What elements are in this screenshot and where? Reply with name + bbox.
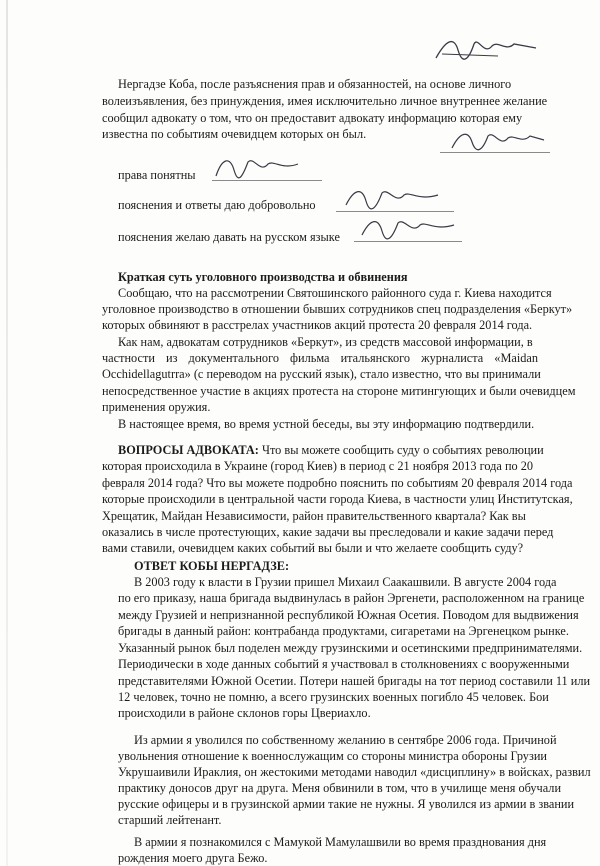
questions-line: которые происходили в центральной части города Киева, в частности улиц Институтская, [102,492,573,506]
answer-line: между Грузией и непризнанной республикой Южная Осетия. Поводом для выдвижения [118,608,579,622]
summary-line: которых обвиняют в расстрелах участников акций протеста 20 февраля 2014 года. [102,318,533,332]
signature-underline [212,180,322,181]
answer-line: В армии я познакомился с Мамукой Мамулашвили во время празднования дня [134,835,547,849]
answer-line: бригады в данный район: контрабанда продуктами, сигаретами на Эргенецком рынке. [118,624,569,638]
signature-underline [336,211,454,212]
answer-line: по его приказу, наша бригада выдвинулась в район Эргенети, расположенном на границе [118,591,585,605]
questions-line: оказались в числе протестующих, какие задачи вы преследовали и какие задачи перед [102,525,554,539]
intro-line: сообщил адвокату о том, что он предоставит адвокату информацию которая ему [102,111,523,125]
answer-heading: ОТВЕТ КОБЫ НЕРГАДЗЕ: [134,559,290,573]
consent-russian-language: пояснения желаю давать на русском языке [118,230,340,244]
summary-line: Сообщаю, что на рассмотрении Святошинского районного суда г. Киева находится [118,286,552,300]
answer-line: 12 человек, точно не помню, а всего грузинских военных погибло 45 человек. Бои [118,690,549,704]
answer-line: Периодически в ходе данных событий я участвовал в столкновениях с вооруженными [118,657,570,671]
questions-line: которая происходила в Украине (город Киев) в период с 21 ноября 2013 года по 20 [102,459,534,473]
signature-consent-1 [212,152,302,182]
intro-line: Нергадзе Коба, после разъяснения прав и обязанностей, на основе личного [118,77,512,91]
summary-line: частности из документального фильма итальянского журналиста «Maidan [102,351,539,365]
summary-line: Как нам, адвокатам сотрудников «Беркут», из средств массовой информации, в [118,335,533,349]
answer-line: происходили в районе склонов горы Цвериахло. [118,706,371,720]
summary-line: уголовное производство в отношении бывших сотрудников спец подразделения «Беркут» [102,302,573,316]
answer-line: рождения моего друга Бежо. [118,851,268,865]
summary-line: Occhidellagutrra» (с переводом на русский язык), стало известно, что вы принимали [102,367,541,381]
answer-line: практику доносов друг на друга. Меня обвинили в том, что в училище меня обучали [118,781,562,795]
summary-line: В настоящее время, во время устной беседы, вы эту информацию подтвердили. [118,417,535,431]
summary-line: применения оружия. [102,400,211,414]
answer-line: представителями Южной Осетии. Потери нашей бригады на тот период составили 11 или [118,674,591,688]
intro-line: волеизъявления, без принуждения, имея исключительно личное внутреннее желание [102,94,548,108]
questions-first-line [118,443,544,457]
signature-underline [440,152,550,153]
answer-line: старший лейтенант. [118,813,222,827]
signature-underline [354,241,462,242]
summary-heading: Краткая суть уголовного производства и обвинения [118,270,408,284]
answer-line: В 2003 году к власти в Грузии пришел Михаил Саакашвили. В августе 2004 года [134,575,557,589]
signature-consent-3 [358,213,458,243]
page-edge-mark [6,0,8,866]
answer-line: Укрушаивили Ираклия, он жестокими методами наводил «дисциплину» в войсках, развил [118,765,591,779]
questions-text: Что вы можете сообщить суду о событиях революции [258,443,544,457]
consent-voluntary: пояснения и ответы даю добровольно [118,198,316,212]
intro-line: известна по событиям очевидцем которых он был. [102,127,367,141]
signature-consent-2 [342,183,442,213]
answer-line: русские офицеры и в грузинской армии такие не нужны. Я уволился из армии в звании [118,797,575,811]
signature-top [432,32,542,66]
answer-line: Указанный рынок был поделен между грузинскими и осетинскими предпринимателями. [118,641,583,655]
questions-line: вами ставили, очевидцем каких событий вы были и что желаете сообщить суду? [102,541,524,555]
questions-line: февраля 2014 года? Что вы можете подробно пояснить по событиям 20 февраля 2014 года [102,476,573,490]
consent-rights-understood: права понятны [118,168,196,182]
summary-line: непосредственное участие в акциях протеста на стороне митингующих и были очевидцем [102,384,576,398]
answer-line: Из армии я уволился по собственному желанию в сентябре 2006 года. Причиной [134,733,557,747]
questions-heading: ВОПРОСЫ АДВОКАТА: [118,443,259,457]
answer-line: увольнения отношение к военнослужащим со стороны министра обороны Грузии [118,749,547,763]
questions-line: Хрещатик, Майдан Независимости, район правительственного квартала? Как вы [102,509,526,523]
